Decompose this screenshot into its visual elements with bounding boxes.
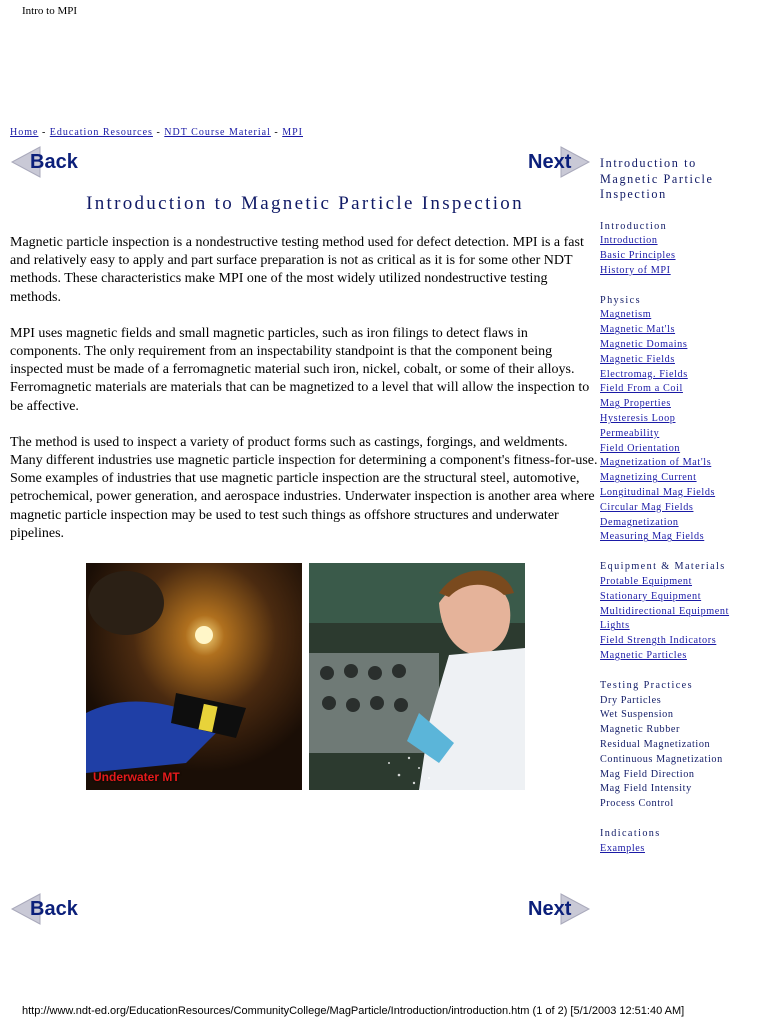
sidebar-section <box>600 294 760 546</box>
sidebar-section-heading: Introduction <box>600 220 668 232</box>
photo-caption: Underwater MT <box>93 770 180 784</box>
breadcrumb-separator: - <box>156 127 161 138</box>
paragraph: The method is used to inspect a variety of product forms such as castings, forgings, and weldments. Many different industries use magnetic particle inspection for determining a component's fitness-for-use. Some examples of industries that use magnetic particle inspection are the structural steel, automotive, petrochemical, power generation, and aerospace industries. Underwater inspection is another area where magnetic particle inspection may be used to test such things as offshore structures and underwater pipelines. <box>10 434 598 541</box>
sidebar-section <box>600 827 760 857</box>
sidebar-item[interactable]: Permeability <box>600 427 660 439</box>
paragraph: MPI uses magnetic fields and small magnetic particles, such as iron filings to detect flaws in components. The only requirement from an inspectability standpoint is that the component being inspected must be made of a ferromagnetic material such iron, nickel, cobalt, or some of their alloys. Ferromagnetic materials are materials that can be magnetized to a level that will allow the inspection to be affective. <box>10 325 590 414</box>
sidebar-section-heading: Equipment & Materials <box>600 561 726 573</box>
sidebar-item[interactable]: Hysteresis Loop <box>600 413 676 425</box>
sidebar-item: Mag Field Direction <box>600 768 695 780</box>
sidebar-item: Magnetic Rubber <box>600 724 681 736</box>
sidebar-item[interactable]: Multidirectional Equipment <box>600 605 730 617</box>
sidebar-item[interactable]: Measuring Mag Fields <box>600 531 705 543</box>
sidebar-item[interactable]: Introduction <box>600 235 658 247</box>
next-button-bottom[interactable] <box>528 892 591 926</box>
breadcrumb-separator: - <box>41 127 47 138</box>
sidebar-item[interactable]: Field From a Coil <box>600 383 683 395</box>
sidebar-section <box>600 220 760 279</box>
sidebar-item[interactable]: Magnetizing Current <box>600 472 697 484</box>
underwater-mt-photo <box>86 563 302 790</box>
breadcrumb-education-resources-link[interactable]: Education Resources <box>49 127 153 138</box>
sidebar-item[interactable]: History of MPI <box>600 264 671 276</box>
sidebar-item[interactable]: Magnetic Domains <box>600 339 688 351</box>
sidebar-item[interactable]: Electromag. Fields <box>600 368 688 380</box>
next-button-label: Next <box>528 897 572 920</box>
sidebar-item[interactable]: Demagnetization <box>600 516 679 528</box>
sidebar-item[interactable]: Protable Equipment <box>600 576 693 588</box>
sidebar-item: Mag Field Intensity <box>600 783 692 795</box>
back-button-label: Back <box>30 897 78 920</box>
sidebar-item: Residual Magnetization <box>600 739 711 750</box>
sidebar-section <box>600 560 760 664</box>
sidebar-item[interactable]: Mag Properties <box>600 398 671 410</box>
sidebar-item: Dry Particles <box>600 694 662 706</box>
print-footer: http://www.ndt-ed.org/EducationResources/CommunityCollege/MagParticle/Introduction/introduction.htm (1 of 2) [5/1/2003 12:51:40 AM] <box>22 1005 685 1017</box>
breadcrumb-separator: - <box>274 127 279 138</box>
main-content <box>10 234 598 561</box>
next-button[interactable] <box>528 145 591 179</box>
back-button[interactable] <box>10 145 78 179</box>
next-button-label: Next <box>528 150 572 173</box>
sidebar-nav <box>600 156 760 872</box>
sidebar-item[interactable]: Examples <box>600 842 645 854</box>
sidebar-item[interactable]: Magnetism <box>600 309 652 321</box>
sidebar-item[interactable]: Magnetization of Mat'ls <box>600 457 712 469</box>
engine-block-inspection-photo <box>309 563 525 790</box>
breadcrumb-mpi-link[interactable]: MPI <box>282 127 303 138</box>
photo-row <box>86 563 525 790</box>
back-button-bottom[interactable] <box>10 892 78 926</box>
sidebar-item[interactable]: Longitudinal Mag Fields <box>600 487 716 499</box>
back-button-label: Back <box>30 150 78 173</box>
sidebar-item[interactable]: Stationary Equipment <box>600 590 702 602</box>
sidebar-section-heading: Testing Practices <box>600 679 693 691</box>
sidebar-section <box>600 679 760 812</box>
paragraph: Magnetic particle inspection is a nondestructive testing method used for defect detection. MPI is a fast and relatively easy to apply and part surface preparation is not as critical as it is for some other NDT methods. These characteristics make MPI one of the most widely utilized nondestructive testing methods. <box>10 235 584 305</box>
page-title: Introduction to Magnetic Particle Inspection <box>86 193 524 214</box>
sidebar-item: Wet Suspension <box>600 709 674 721</box>
sidebar-item[interactable]: Field Orientation <box>600 442 681 454</box>
sidebar-item[interactable]: Magnetic Mat'ls <box>600 324 676 336</box>
sidebar-item[interactable]: Lights <box>600 620 630 632</box>
sidebar-item: Continuous Magnetization <box>600 753 723 765</box>
sidebar-item[interactable]: Magnetic Fields <box>600 353 675 365</box>
sidebar-title: Introduction to Magnetic Particle Inspection <box>600 156 714 201</box>
breadcrumb-home-link[interactable]: Home <box>10 127 39 138</box>
sidebar-item: Process Control <box>600 798 674 810</box>
sidebar-section-heading: Indications <box>600 827 661 839</box>
sidebar-item[interactable]: Magnetic Particles <box>600 650 687 662</box>
sidebar-item[interactable]: Field Strength Indicators <box>600 635 717 647</box>
sidebar-section-heading: Physics <box>600 294 641 306</box>
sidebar-item[interactable]: Basic Principles <box>600 250 676 262</box>
breadcrumb-ndt-course-material-link[interactable]: NDT Course Material <box>164 127 271 138</box>
breadcrumb <box>10 127 303 138</box>
print-header: Intro to MPI <box>22 5 77 17</box>
sidebar-item[interactable]: Circular Mag Fields <box>600 501 694 513</box>
